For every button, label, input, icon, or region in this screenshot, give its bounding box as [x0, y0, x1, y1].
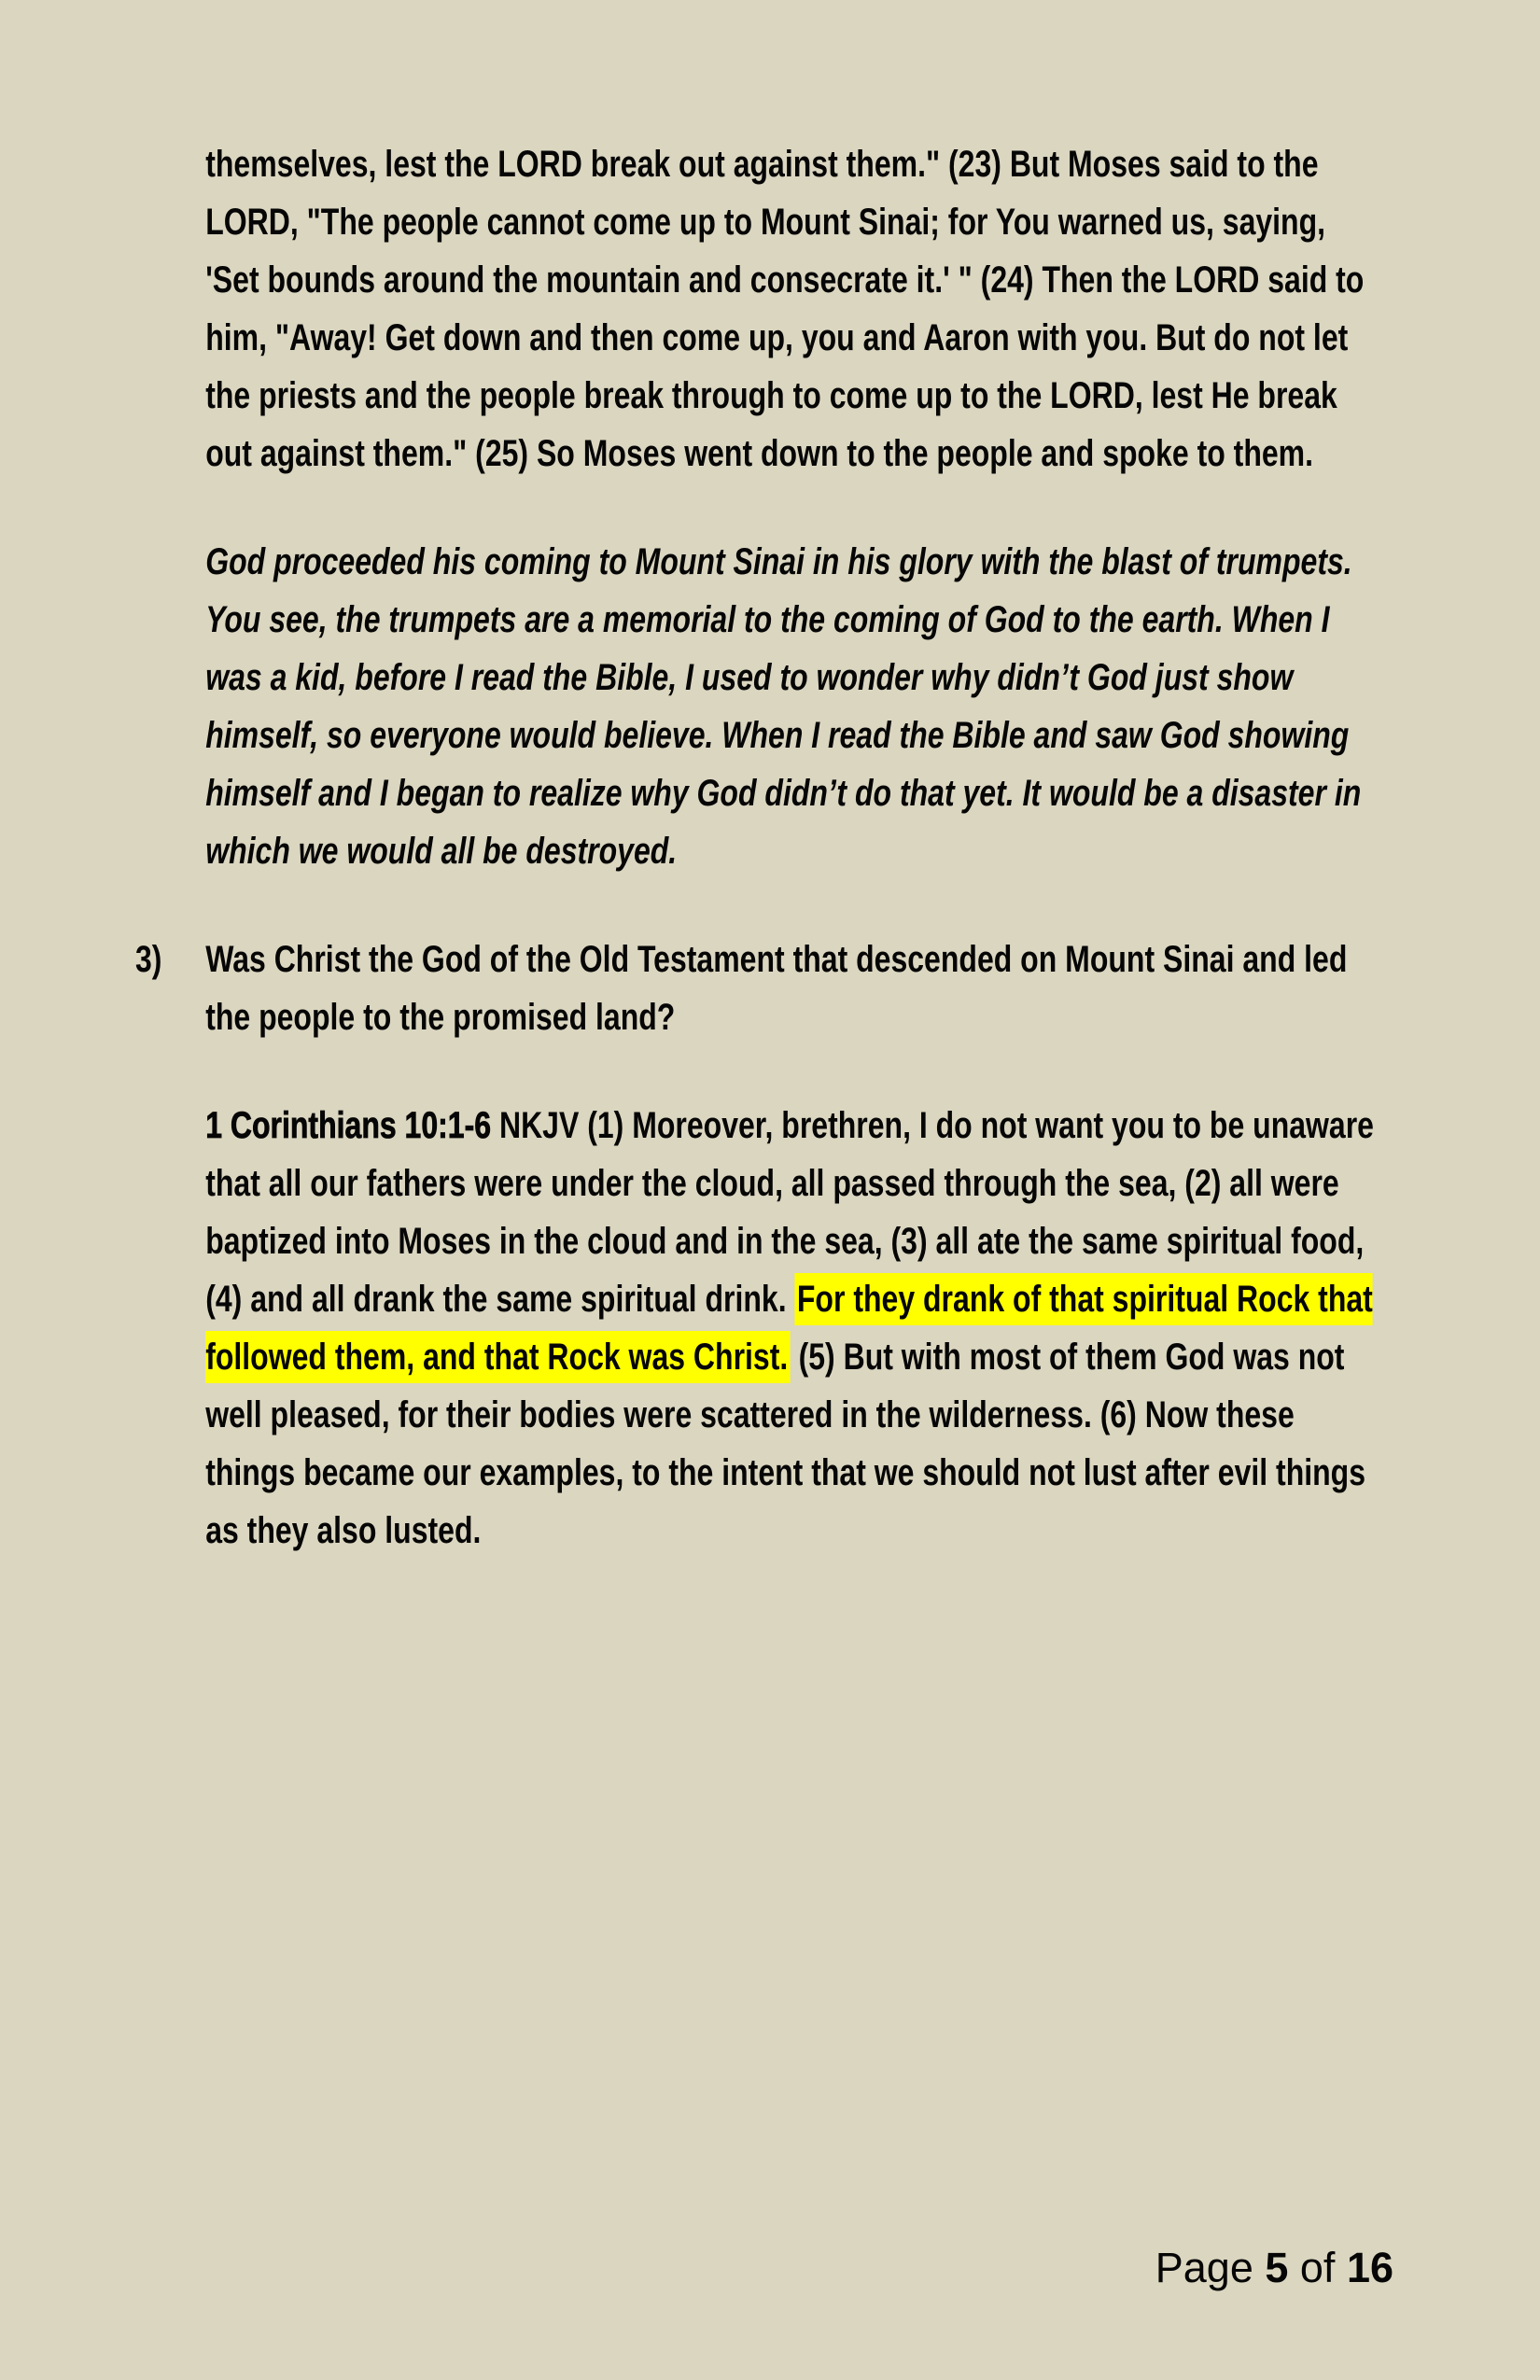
text-run: (5) But with most of them God was not well pleased, for their bodies were scattered in the wilderness. (6) Now these things became our examples, to the intent that we should not lust after evil things as they also lusted. [205, 1337, 1366, 1551]
footer-page-total: 16 [1346, 2244, 1393, 2291]
text-run: NKJV (1) Moreover, brethren, I do not want you to be unaware that all our fathers were under the cloud, all passed through the sea, (2) all were baptized into Moses in the cloud and in the sea, (3) all ate the same spiritual food, (4) and all drank the same spiritual drink. [205, 1105, 1374, 1320]
text-run: God proceeded his coming to Mount Sinai in his glory with the blast of trumpets. You see, the trumpets are a memorial to the coming of God to the earth. When I was a kid, before I read the Bible, I used to wonder why didn’t God just show himself, so everyone would believe. When I read the Bible and saw God showing himself and I began to realize why God didn’t do that yet. It would be a disaster in which we would all be destroyed. [205, 541, 1362, 872]
footer-page-number: 5 [1265, 2244, 1289, 2291]
text-run: Was Christ the God of the Old Testament that descended on Mount Sinai and led the people to the promised land? [205, 939, 1348, 1038]
text-run: themselves, lest the LORD break out against them." (23) But Moses said to the LORD, "The people cannot come up to Mount Sinai; for You warned us, saying, 'Set bounds around the mountain and consecrate it.' " (24) Then the LORD said to him, "Away! Get down and then come up, you and Aaron with you. But do not let the priests and the people break through to come up to the LORD, lest He break out against them." (25) So Moses went down to the people and spoke to them. [205, 144, 1365, 474]
scripture-paragraph-corinthians [135, 1097, 1384, 1560]
scripture-paragraph-exodus [135, 135, 1384, 483]
question-text [205, 931, 1383, 1046]
page-footer [1155, 2244, 1393, 2292]
highlighted-text: For they drank of that spiritual Rock that followed them, and that Rock was Christ. [205, 1273, 1373, 1383]
document-content [135, 135, 1384, 1560]
scripture-reference: 1 Corinthians 10:1-6 [205, 1105, 492, 1146]
footer-page-label: Page [1155, 2244, 1266, 2291]
question-number: 3) [135, 939, 162, 980]
question-item-3 [135, 931, 1384, 1046]
commentary-paragraph [135, 533, 1384, 880]
footer-of-label: of [1288, 2244, 1347, 2291]
